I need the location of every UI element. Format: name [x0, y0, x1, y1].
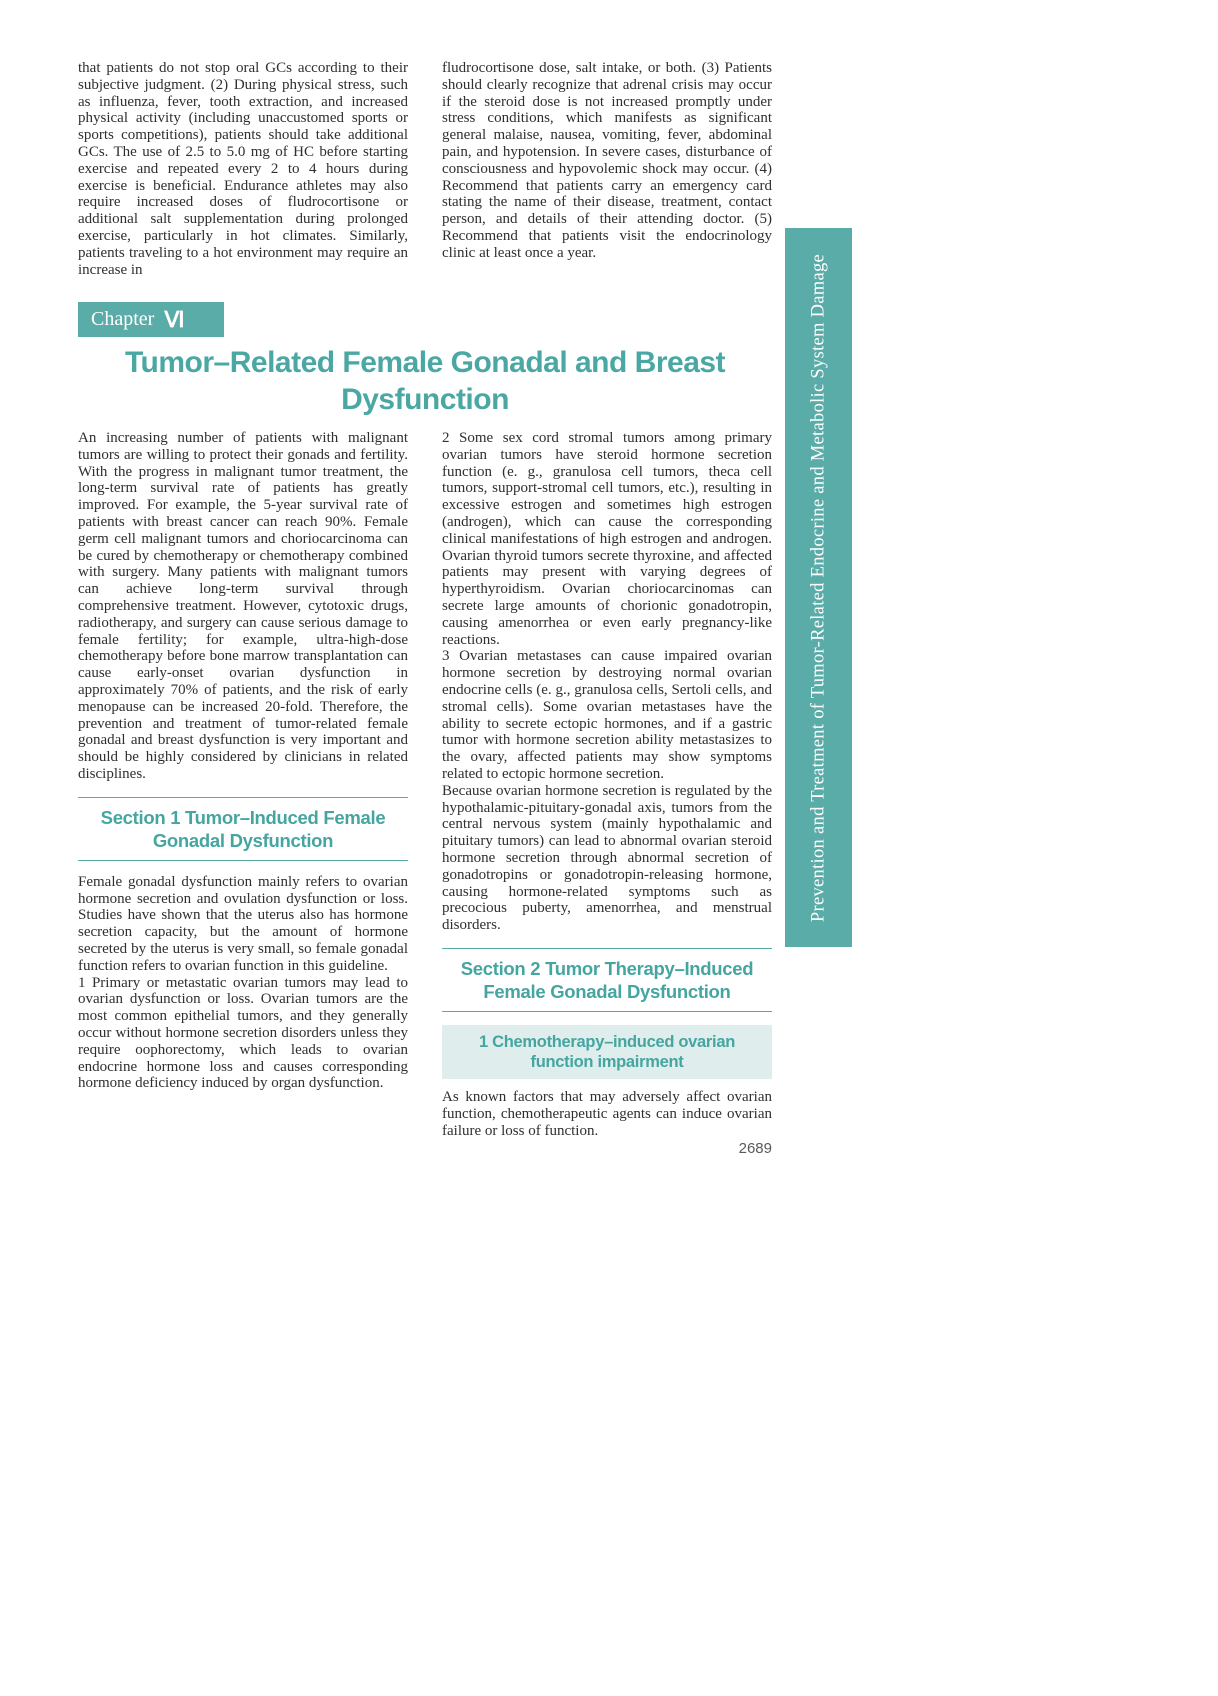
section-2-header: Section 2 Tumor Therapy–Induced Female Gonadal Dysfunction — [442, 948, 772, 1012]
body-paragraph: 2 Some sex cord stromal tumors among primary ovarian tumors have steroid hormone secretion function (e. g., granulosa cell tumors, theca cell tumors, support-stromal cell tumors, etc.), resulting in excessive estrogen and sometimes high estrogen (androgen), which can cause the corresponding clinical manifestations of high estrogen and androgen. Ovarian thyroid tumors secrete thyroxine, and affected patients may present with varying degrees of hyperthyroidism. Ovarian choriocarcinomas can secrete large amounts of chorionic gonadotropin, causing amenorrhea or even early pregnancy-like reactions. — [442, 430, 772, 648]
body-paragraph: 3 Ovarian metastases can cause impaired ovarian hormone secretion by destroying normal ovarian endocrine cells (e. g., granulosa cells, Sertoli cells, and stromal cells). Some ovarian metastases have the ability to secrete ectopic hormones, and if a gastric tumor with hormone secretion ability metastasizes to the ovary, affected patients may show symptoms related to ectopic hormone secretion. — [442, 648, 772, 782]
chapter-banner — [78, 302, 224, 337]
page-number: 2689 — [738, 1140, 772, 1157]
section-1-header: Section 1 Tumor–Induced Female Gonadal Dysfunction — [78, 797, 408, 861]
body-paragraph: As known factors that may adversely affect ovarian function, chemotherapeutic agents can induce ovarian failure or loss of function. — [442, 1088, 772, 1139]
right-column-top — [442, 60, 772, 262]
intro-paragraph: An increasing number of patients with malignant tumors are willing to protect their gonads and fertility. With the progress in malignant tumor treatment, the long-term survival rate of patients has greatly improved. For example, the 5-year survival rate of patients with breast cancer can reach 90%. Female germ cell malignant tumors and choriocarcinoma can be cured by chemotherapy or chemotherapy combined with surgery. Many patients with malignant tumors can achieve long-term survival through comprehensive treatment. However, cytotoxic drugs, radiotherapy, and surgery can cause serious damage to female fertility; for example, ultra-high-dose chemotherapy before bone marrow transplantation can cause early-onset ovarian dysfunction in approximately 70% of patients, and the risk of early menopause can be increased 20-fold. Therefore, the prevention and treatment of tumor-related female gonadal and breast dysfunction is very important and should be highly considered by clinicians in related disciplines. — [78, 430, 408, 782]
right-column-main — [442, 430, 772, 1139]
body-paragraph: fludrocortisone dose, salt intake, or both. (3) Patients should clearly recognize that adrenal crisis may occur if the steroid dose is not increased promptly under stress conditions, which manifests as significant general malaise, nausea, vomiting, fever, abdominal pain, and hypotension. In severe cases, disturbance of consciousness and hypovolemic shock may occur. (4) Recommend that patients carry an emergency card stating the name of their disease, treatment, contact person, and details of their attending doctor. (5) Recommend that patients visit the endocrinology clinic at least once a year. — [442, 60, 772, 261]
subsection-1-header: 1 Chemotherapy–induced ovarian function impairment — [442, 1025, 772, 1079]
body-paragraph: that patients do not stop oral GCs according to their subjective judgment. (2) During physical stress, such as influenza, fever, tooth extraction, and increased physical activity (including unaccustomed sports or sports competitions), patients should take additional GCs. The use of 2.5 to 5.0 mg of HC before starting exercise and repeated every 2 to 4 hours during exercise is beneficial. Endurance athletes may also require increased doses of fludrocortisone or additional salt supplementation during prolonged exercise, particularly in hot climates. Similarly, patients traveling to a hot environment may require an increase in — [78, 60, 408, 278]
chapter-numeral: Ⅵ — [164, 306, 185, 332]
edge-tab-label: Prevention and Treatment of Tumor-Related Endocrine and Metabolic System Damage — [808, 253, 828, 922]
left-column-main — [78, 430, 408, 1092]
body-paragraph: 1 Primary or metastatic ovarian tumors may lead to ovarian dysfunction or loss. Ovarian tumors are the most common epithelial tumors, and they generally occur without hormone secretion disorders unless they require oophorectomy, which leads to ovarian endocrine hormone loss and causes corresponding hormone deficiency induced by organ dysfunction. — [78, 974, 408, 1092]
chapter-title: Tumor–Related Female Gonadal and Breast Dysfunction — [124, 346, 726, 416]
left-column-top — [78, 60, 408, 278]
body-paragraph: Because ovarian hormone secretion is regulated by the hypothalamic-pituitary-gonadal axis, tumors from the central nervous system (mainly hypothalamic and pituitary tumors) can lead to abnormal ovarian steroid hormone secretion through abnormal secretion of gonadotropins or gonadotropin-releasing hormone, causing hormone-related symptoms such as precocious puberty, amenorrhea, and menstrual disorders. — [442, 782, 772, 934]
chapter-label: Chapter — [91, 308, 155, 330]
body-paragraph: Female gonadal dysfunction mainly refers to ovarian hormone secretion and ovulation dysfunction or loss. Studies have shown that the uterus also has hormone secretion capacity, but the amount of hormone secreted by the uterus is very small, so female gonadal function refers to ovarian function in this guideline. — [78, 873, 408, 974]
edge-tab — [785, 228, 852, 947]
